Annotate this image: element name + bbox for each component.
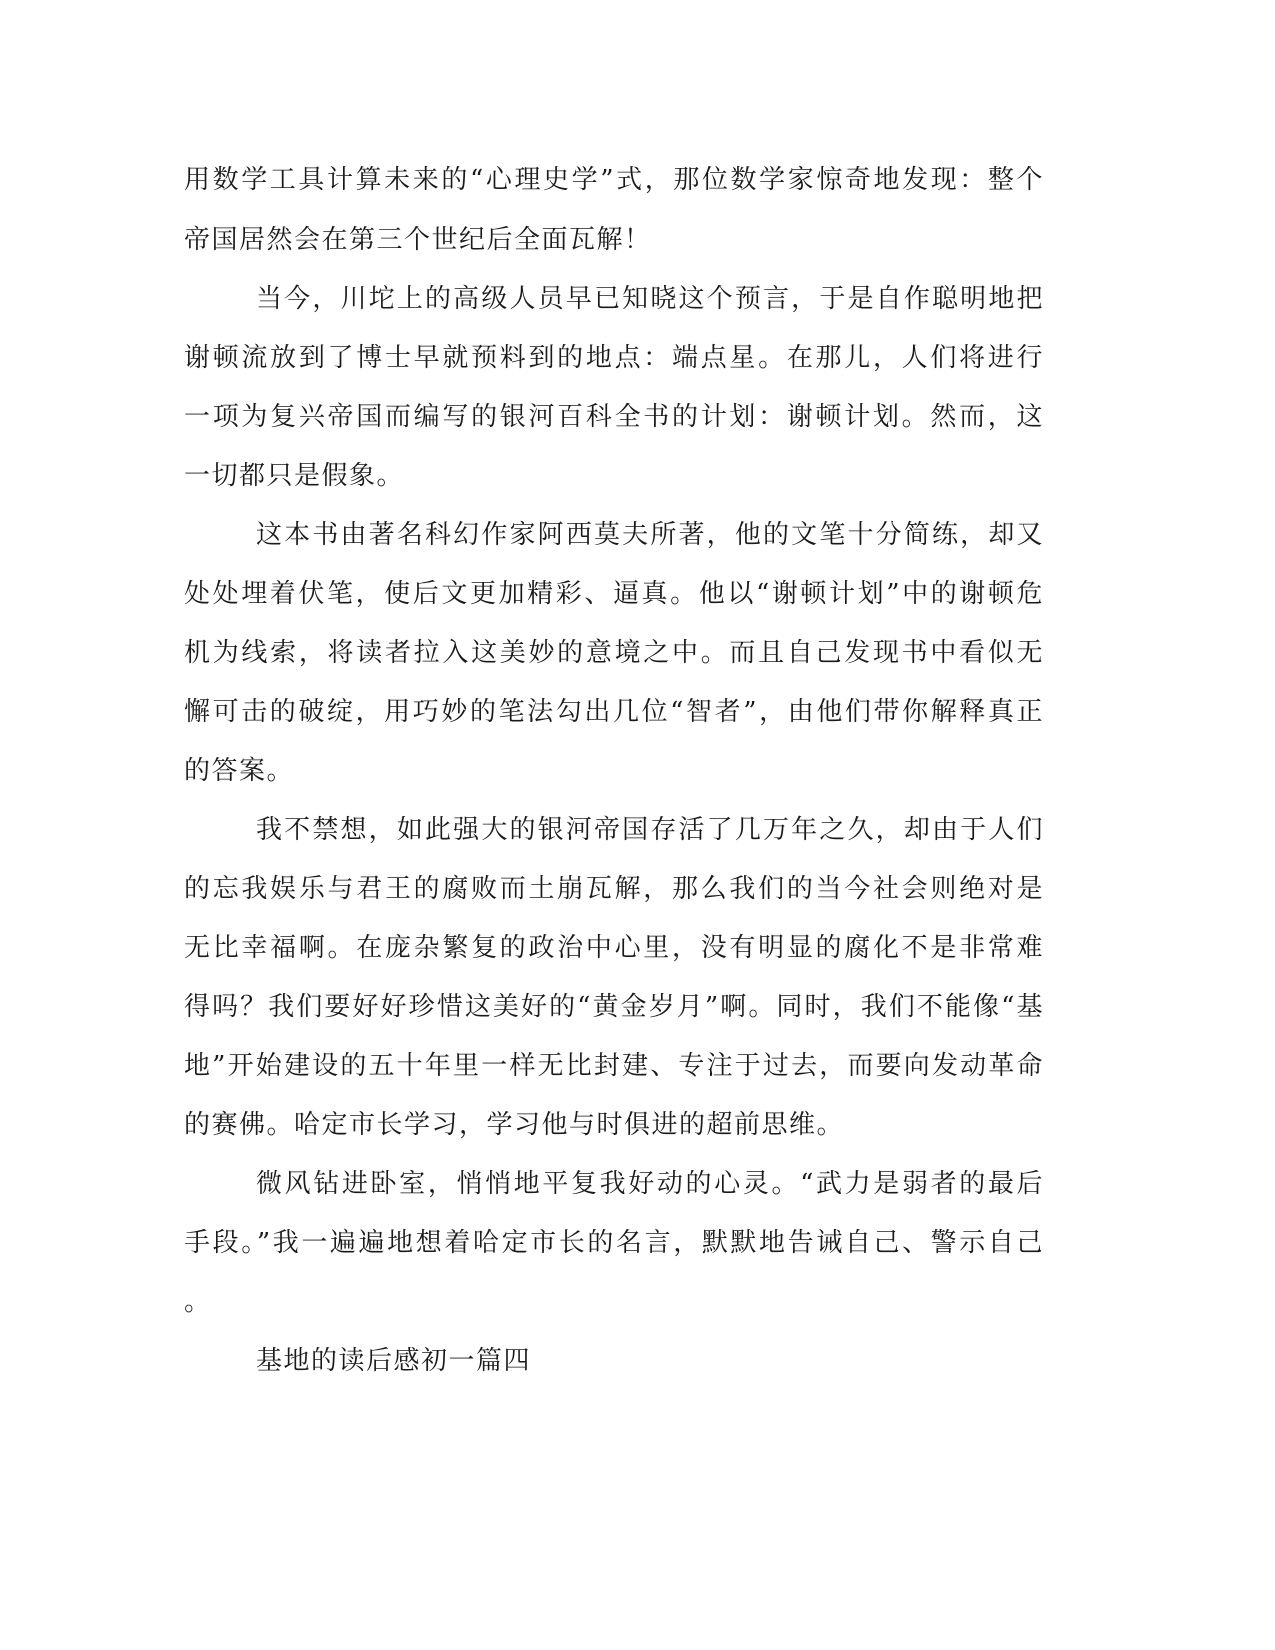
text-line: 得吗？我们要好好珍惜这美好的“黄金岁月”啊。同时，我们不能像“基 — [184, 992, 1044, 1022]
text-line: 处处埋着伏笔，使后文更加精彩、逼真。他以“谢顿计划”中的谢顿危 — [184, 579, 1044, 609]
text-line: 地”开始建设的五十年里一样无比封建、专注于过去，而要向发动革命 — [184, 1051, 1044, 1081]
text-line: 一切都只是假象。 — [184, 461, 405, 491]
text-line: 。 — [184, 1287, 212, 1317]
text-line: 懈可击的破绽，用巧妙的笔法勾出几位“智者”，由他们带你解释真正 — [184, 697, 1044, 727]
text-line: 手段。”我一遍遍地想着哈定市长的名言，默默地告诫自己、警示自己 — [184, 1228, 1044, 1258]
text-line: 当今，川坨上的高级人员早已知晓这个预言，于是自作聪明地把 — [256, 284, 1044, 314]
text-line: 的答案。 — [184, 756, 295, 786]
text-line: 谢顿流放到了博士早就预料到的地点：端点星。在那儿，人们将进行 — [184, 343, 1044, 373]
text-line: 用数学工具计算未来的“心理史学”式，那位数学家惊奇地发现：整个 — [184, 165, 1044, 195]
text-line: 无比幸福啊。在庞杂繁复的政治中心里，没有明显的腐化不是非常难 — [184, 933, 1044, 963]
text-line: 帝国居然会在第三个世纪后全面瓦解！ — [184, 225, 652, 255]
text-line: 微风钻进卧室，悄悄地平复我好动的心灵。“武力是弱者的最后 — [256, 1169, 1044, 1199]
text-line: 一项为复兴帝国而编写的银河百科全书的计划：谢顿计划。然而，这 — [184, 402, 1044, 432]
text-line: 的忘我娱乐与君王的腐败而土崩瓦解，那么我们的当今社会则绝对是 — [184, 874, 1044, 904]
text-line: 机为线索，将读者拉入这美妙的意境之中。而且自己发现书中看似无 — [184, 638, 1044, 668]
text-line: 的赛佛。哈定市长学习，学习他与时俱进的超前思维。 — [184, 1110, 845, 1140]
section-heading: 基地的读后感初一篇四 — [256, 1346, 532, 1376]
text-line: 我不禁想，如此强大的银河帝国存活了几万年之久，却由于人们 — [256, 815, 1044, 845]
text-line: 这本书由著名科幻作家阿西莫夫所著，他的文笔十分简练，却又 — [256, 520, 1044, 550]
